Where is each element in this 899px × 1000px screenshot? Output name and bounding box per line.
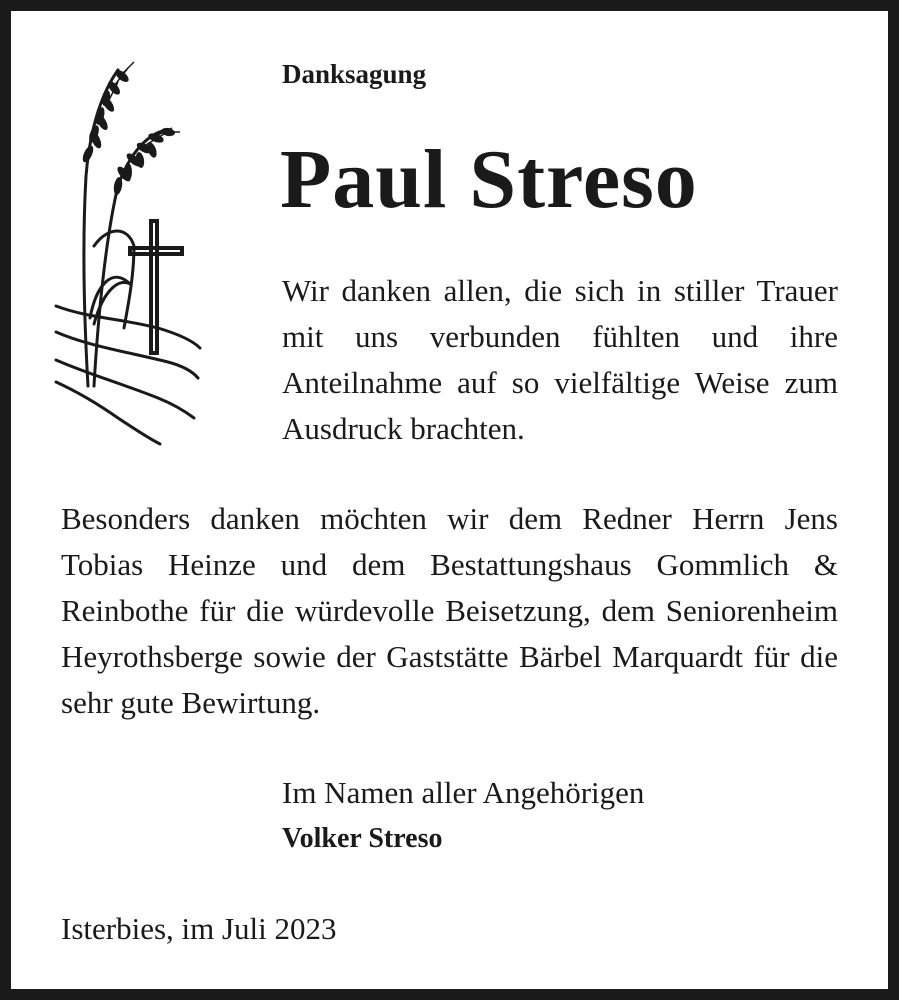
wheat-and-cross-icon: [48, 56, 208, 448]
notice-heading: Danksagung: [282, 59, 427, 89]
signature-line: Im Namen aller Angehörigen: [282, 775, 645, 810]
signature-name: Volker Streso: [282, 823, 443, 854]
place-date: Isterbies, im Juli 2023: [61, 911, 337, 946]
deceased-name: Paul Streso: [280, 133, 698, 226]
special-thanks-paragraph: Besonders danken möchten wir dem Redner Herrn Jens Tobias Heinze und dem Bestattungshaus Gommlich & Reinbothe für die würdevolle Beisetzung, dem Seniorenheim Heyrothsberge sowie der Gaststätte Bärbel Marquardt für die sehr gute Bewirtung.: [61, 501, 838, 720]
thanks-paragraph: Wir danken allen, die sich in stiller Trauer mit uns verbunden fühlten und ihre Anteilnahme auf so vielfältige Weise zum Ausdruck brachten.: [282, 273, 838, 446]
